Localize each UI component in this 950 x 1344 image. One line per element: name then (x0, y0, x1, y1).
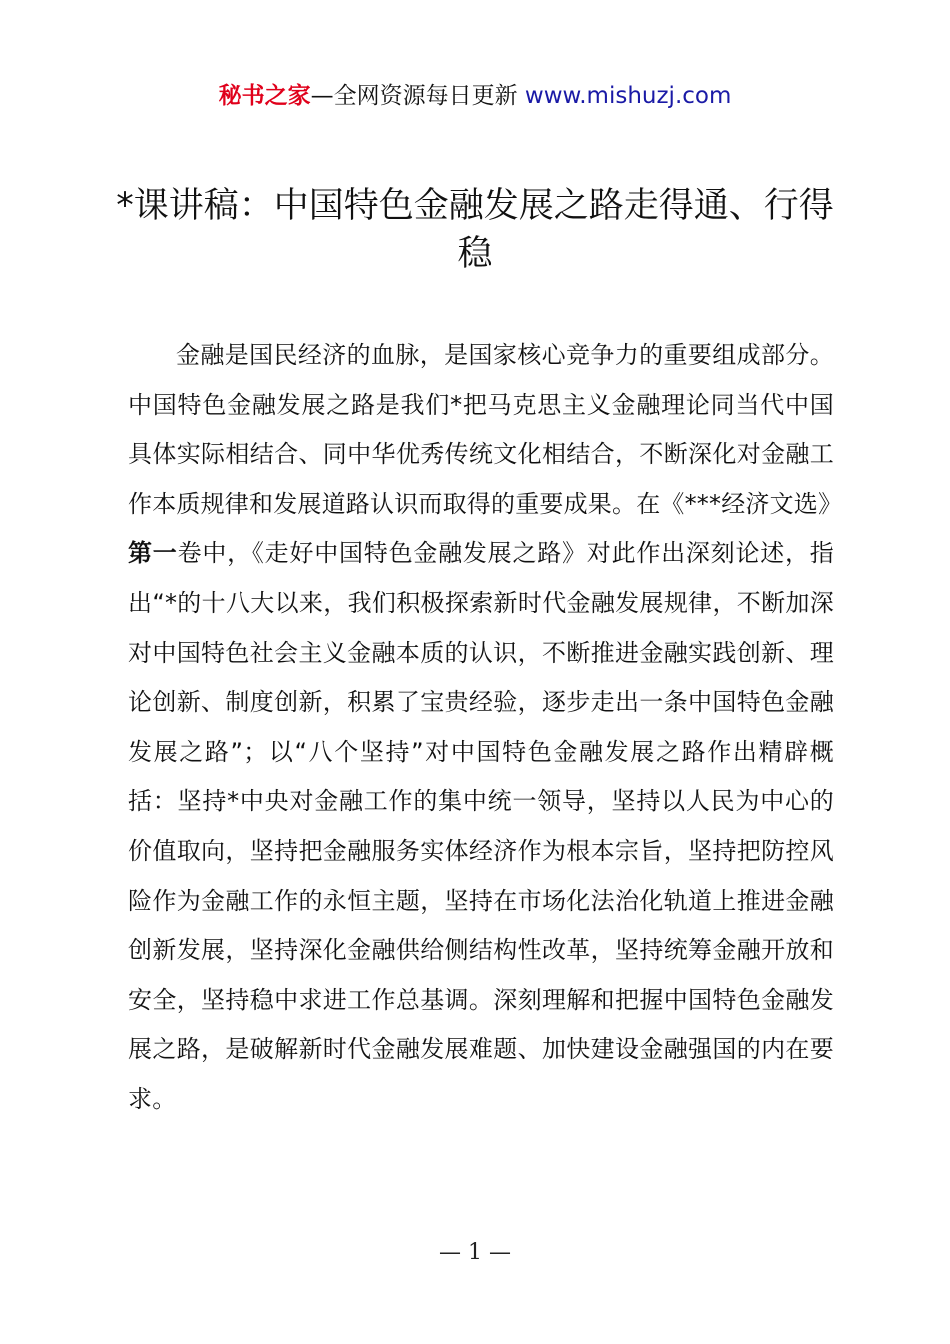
body-paragraph (128, 331, 843, 1125)
paragraph-text-part1: 金融是国民经济的血脉，是国家核心竞争力的重要组成部分。中国特色金融发展之路是我们*把马克思主义金融理论同当代中国具体实际相结合、同中华优秀传统文化相结合，不断深化对金融工作本质规律和发展道路认识而取得的重要成果。在《***经济文选》 (128, 341, 843, 518)
document-title: *课讲稿：中国特色金融发展之路走得通、行得稳 (116, 186, 834, 274)
page-number: — 1 — (439, 1240, 511, 1265)
paragraph-text-part2: 卷中，《走好中国特色金融发展之路》对此作出深刻论述，指出“*的十八大以来，我们积极探索新时代金融发展规律，不断加深对中国特色社会主义金融本质的认识，不断推进金融实践创新、理论创新、制度创新，积累了宝贵经验，逐步走出一条中国特色金融发展之路”；以“八个坚持”对中国特色金融发展之路作出精辟概括：坚持*中央对金融工作的集中统一领导，坚持以人民为中心的价值取向，坚持把金融服务实体经济作为根本宗旨，坚持把防控风险作为金融工作的永恒主题，坚持在市场化法治化轨道上推进金融创新发展，坚持深化金融供给侧结构性改革，坚持统筹金融开放和安全，坚持稳中求进工作总基调。深刻理解和把握中国特色金融发展之路，是破解新时代金融发展难题、加快建设金融强国的内在要求。 (128, 539, 834, 1113)
site-header (0, 80, 950, 112)
site-url-link[interactable]: www.mishuzj.com (524, 83, 732, 109)
paragraph-bold-text: 第一 (128, 539, 178, 568)
site-tagline: —全网资源每日更新 (310, 83, 518, 109)
site-brand: 秘书之家 (218, 83, 311, 109)
document-body (128, 331, 843, 1125)
